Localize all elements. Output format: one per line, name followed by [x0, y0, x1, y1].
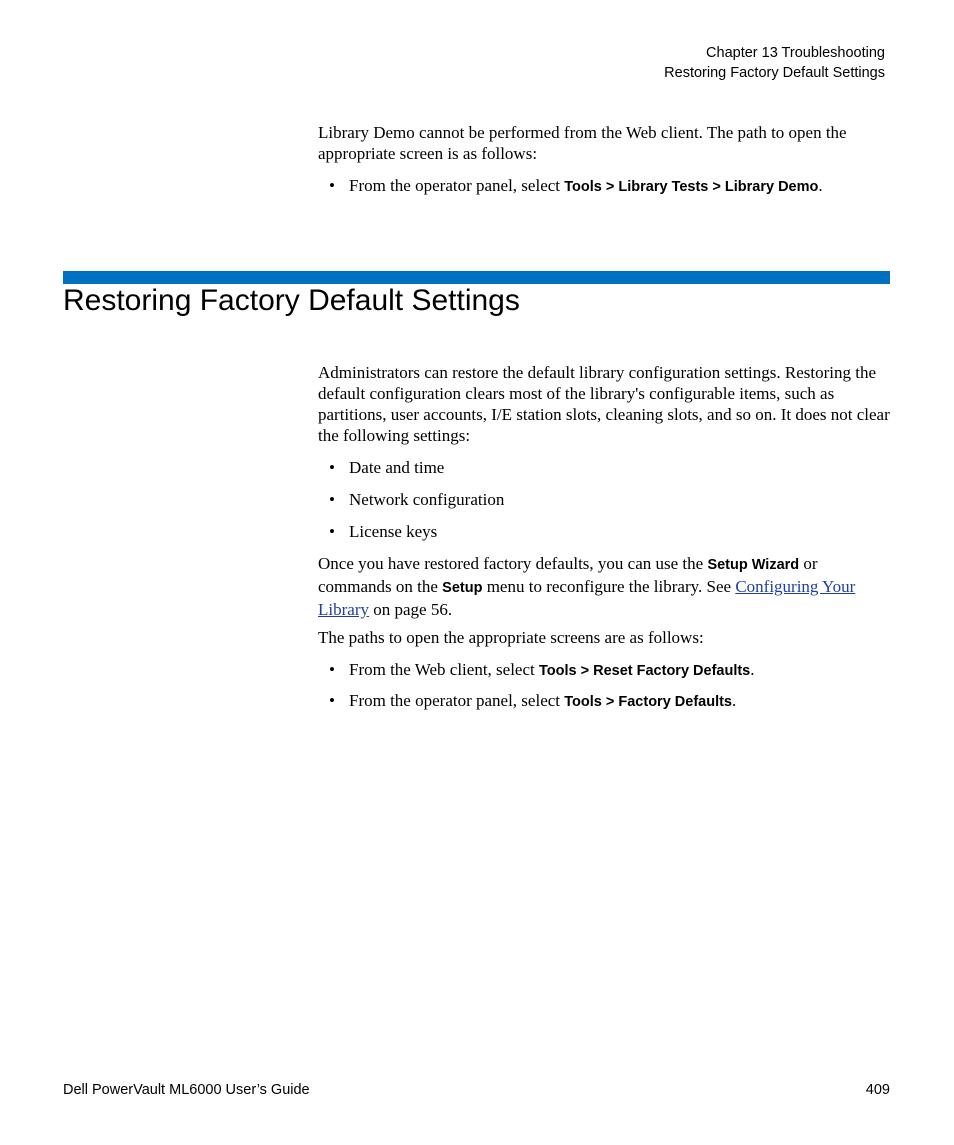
running-header-chapter: Chapter 13 Troubleshooting [706, 45, 885, 61]
section-title: Restoring Factory Default Settings [63, 284, 520, 317]
intro-paragraph: Library Demo cannot be performed from the Web client. The path to open the appropriate screen is as follows: [318, 123, 847, 163]
bullet-icon: • [329, 660, 335, 679]
configuring-library-link[interactable]: Configuring Your Library [318, 577, 856, 619]
list-item: • From the Web client, select Tools > Reset Factory Defaults. [329, 660, 755, 679]
page-number: 409 [865, 1082, 890, 1098]
list-item: • Network configuration [329, 490, 505, 509]
bullet-icon: • [329, 691, 335, 710]
menu-path: Tools > Reset Factory Defaults [539, 663, 751, 679]
menu-path: Tools > Library Tests > Library Demo [564, 179, 819, 195]
section-paragraph-3: The paths to open the appropriate screens are as follows: [318, 628, 704, 647]
bullet-icon: • [329, 490, 335, 509]
list-item: • Date and time [329, 458, 445, 477]
bullet-icon: • [329, 522, 335, 541]
bullet-icon: • [329, 458, 335, 477]
footer-guide-title: Dell PowerVault ML6000 User’s Guide [63, 1082, 310, 1098]
list-item: • License keys [329, 522, 438, 541]
bullet-icon: • [329, 176, 335, 195]
menu-path: Tools > Factory Defaults [564, 694, 732, 710]
setup-menu-label: Setup [442, 580, 483, 596]
section-paragraph-1: Administrators can restore the default library configuration settings. Restoring the default configuration clears most of the library's configurable items, such as partitions, user accounts, I/E station slots, cleaning slots, and so on. It does not clear the following settings: [318, 363, 890, 445]
setup-wizard-label: Setup Wizard [707, 557, 800, 573]
section-paragraph-2: Once you have restored factory defaults, you can use the Setup Wizard or commands on the Setup menu to reconfigure the library. See Configuring Your Library on page 56. [318, 554, 856, 619]
list-item: • From the operator panel, select Tools > Library Tests > Library Demo. [329, 176, 823, 195]
list-item: • From the operator panel, select Tools > Factory Defaults. [329, 691, 737, 710]
running-header-section: Restoring Factory Default Settings [664, 65, 885, 81]
